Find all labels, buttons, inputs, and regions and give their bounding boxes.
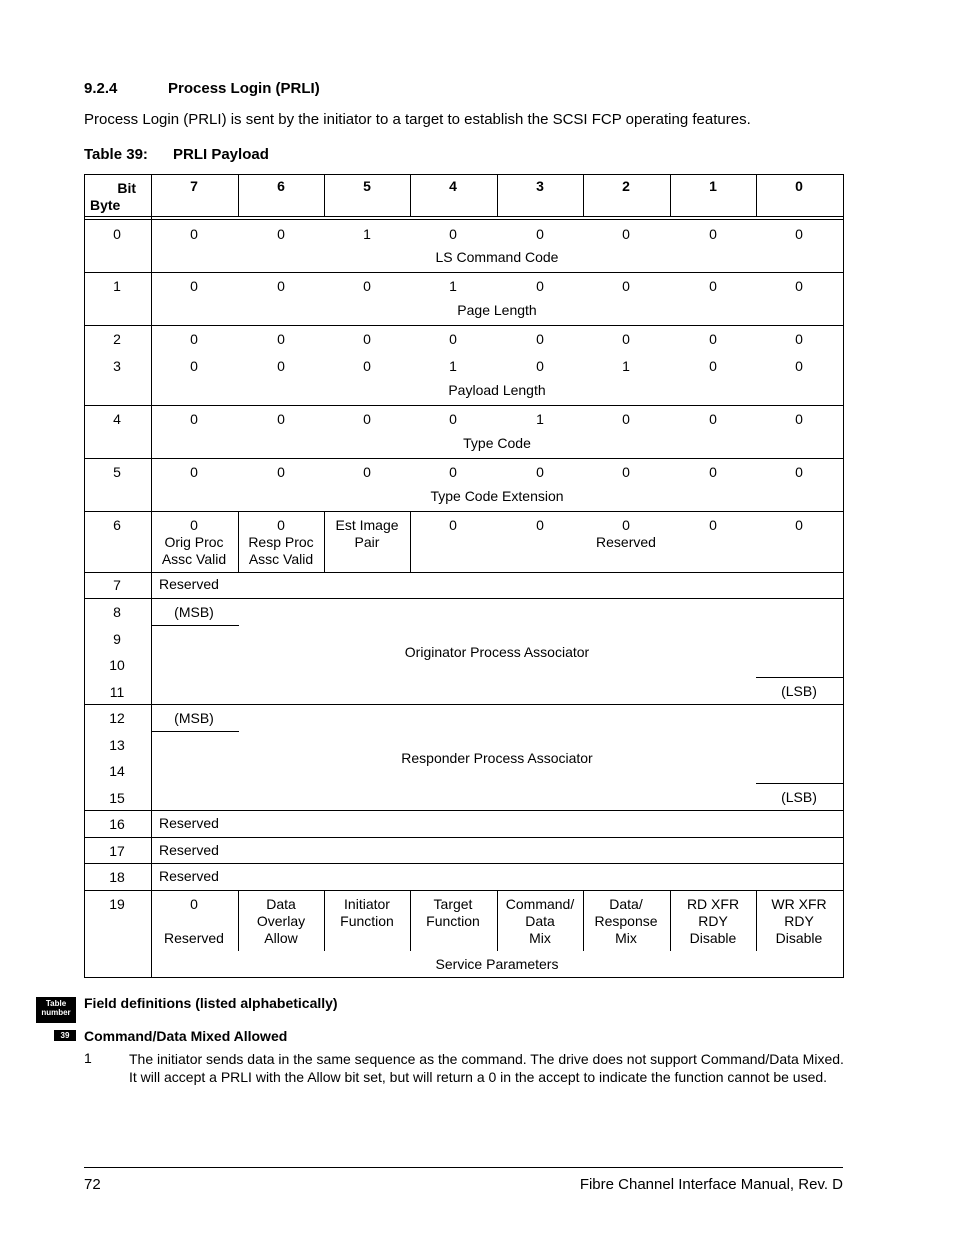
- field-definitions-heading: Field definitions (listed alphabetically): [84, 995, 338, 1011]
- section-title: Process Login (PRLI): [168, 80, 320, 97]
- header-bit-3: 3: [536, 178, 544, 194]
- field-name-label: Type Code Extension: [430, 488, 564, 504]
- row-divider: [84, 890, 844, 891]
- byte-number: 1: [113, 278, 121, 294]
- bit-value: 0: [622, 331, 630, 347]
- row-divider: [84, 572, 844, 573]
- footer-rule: [84, 1167, 843, 1168]
- bit-value: 0: [795, 278, 803, 294]
- lsb-label: (LSB): [781, 683, 817, 699]
- msb-rule: [151, 731, 239, 732]
- byte-number: 11: [109, 683, 125, 700]
- bit-value: 1: [536, 411, 544, 427]
- bit-value: 0: [536, 226, 544, 242]
- header-column-divider: [497, 174, 498, 217]
- intro-paragraph: Process Login (PRLI) is sent by the initiator to a target to establish the SCSI FCP operating features.: [84, 111, 751, 128]
- service-parameter-label: Command/ Data Mix: [505, 896, 575, 946]
- byte-number: 2: [113, 331, 121, 347]
- bit-value: 0: [709, 226, 717, 242]
- bit-value: 0: [536, 464, 544, 480]
- row-divider: [84, 511, 844, 512]
- bit-value: 0: [709, 517, 717, 533]
- header-bit-1: 1: [709, 178, 717, 194]
- cell-divider: [670, 890, 671, 951]
- bit-value: 0: [277, 278, 285, 294]
- msb-label: (MSB): [174, 710, 214, 726]
- byte-number: 9: [113, 630, 121, 647]
- field-name-label: LS Command Code: [435, 249, 559, 265]
- header-bit-label: Bit: [117, 180, 136, 196]
- reserved-label: Reserved: [596, 534, 656, 550]
- header-byte-label: Byte: [90, 197, 121, 213]
- bit-value: 1: [363, 226, 371, 242]
- table-right-border: [843, 174, 844, 978]
- cell-divider: [410, 890, 411, 951]
- byte-number: 7: [113, 577, 121, 593]
- bit-value: 0: [622, 226, 630, 242]
- row-divider: [84, 837, 844, 838]
- byte-number: 12: [109, 710, 125, 726]
- header-bottom-rule-double: [84, 219, 844, 220]
- bit-value: 0: [795, 358, 803, 374]
- bit-value: 0: [190, 331, 198, 347]
- header-column-divider: [238, 174, 239, 217]
- table-number-badge: 39: [54, 1030, 76, 1041]
- header-column-divider: [324, 174, 325, 217]
- bit-value: 0: [709, 411, 717, 427]
- service-parameter-label: Target Function: [426, 896, 480, 929]
- service-parameter-label: Initiator Function: [340, 896, 394, 929]
- page-number: 72: [84, 1176, 101, 1193]
- header-bottom-rule: [84, 216, 844, 217]
- bit-value: 0: [622, 517, 630, 533]
- bit-value: 0: [709, 278, 717, 294]
- cell-divider: [497, 890, 498, 951]
- table-caption-title: PRLI Payload: [173, 146, 269, 163]
- bit-value: 0: [449, 517, 457, 533]
- section-number: 9.2.4: [84, 80, 118, 97]
- cell-divider: [238, 890, 239, 951]
- row-divider: [84, 704, 844, 705]
- byte-number: 14: [109, 763, 125, 779]
- cell-divider: [238, 511, 239, 573]
- bit-value: 0: [795, 331, 803, 347]
- header-bit-4: 4: [449, 178, 457, 194]
- lsb-rule: [756, 783, 844, 784]
- field-name-label: Type Code: [463, 435, 531, 451]
- bit-value: 0: [277, 411, 285, 427]
- originator-process-associator-label: Originator Process Associator: [404, 644, 590, 660]
- definition-text: The initiator sends data in the same sequence as the command. The drive does not support Command/Data Mixed. It will accept a PRLI with the Allow bit set, but will return a 0 in the accept to indicate the function cannot be used.: [129, 1051, 844, 1085]
- bit-value: 0: [709, 358, 717, 374]
- bit-value: 1: [622, 358, 630, 374]
- byte-number: 19: [109, 896, 125, 912]
- orig-proc-assc-valid-label: Orig Proc Assc Valid: [161, 534, 227, 567]
- bit-value: 0: [536, 331, 544, 347]
- byte-number: 6: [113, 517, 121, 533]
- service-parameters-label: Service Parameters: [435, 956, 559, 972]
- table-left-border: [84, 174, 85, 978]
- header-column-divider: [670, 174, 671, 217]
- cell-divider: [324, 511, 325, 573]
- reserved-label: Reserved: [159, 815, 219, 831]
- row-divider: [84, 863, 844, 864]
- reserved-label: Reserved: [164, 930, 224, 946]
- byte-number: 4: [113, 411, 121, 427]
- bit-value: 0: [363, 358, 371, 374]
- bit-value: 0: [795, 517, 803, 533]
- definition-value: 1: [84, 1050, 92, 1066]
- header-column-divider: [583, 174, 584, 217]
- table-bottom-border: [84, 977, 844, 978]
- byte-number: 10: [109, 657, 125, 673]
- bit-value: 0: [622, 278, 630, 294]
- bit-value: 0: [536, 517, 544, 533]
- lsb-label: (LSB): [781, 789, 817, 805]
- bit-value: 0: [449, 226, 457, 242]
- byte-number: 18: [109, 869, 125, 885]
- byte-number: 8: [113, 604, 121, 620]
- service-parameter-label: WR XFR RDY Disable: [771, 896, 827, 946]
- bit-value: 0: [449, 331, 457, 347]
- bit-value: 0: [277, 226, 285, 242]
- responder-process-associator-label: Responder Process Associator: [401, 750, 593, 766]
- bit-value: 0: [449, 464, 457, 480]
- bit-value: 0: [536, 278, 544, 294]
- header-column-divider: [756, 174, 757, 217]
- header-bit-2: 2: [622, 178, 630, 194]
- bit-value: 0: [709, 464, 717, 480]
- lsb-rule: [756, 677, 844, 678]
- bit-value: 0: [277, 331, 285, 347]
- bit-value: 0: [622, 411, 630, 427]
- cell-divider: [410, 511, 411, 573]
- bit-value: 0: [277, 517, 285, 533]
- byte-number: 3: [113, 358, 121, 374]
- msb-label: (MSB): [174, 604, 214, 620]
- header-bit-6: 6: [277, 178, 285, 194]
- bit-value: 0: [190, 464, 198, 480]
- resp-proc-assc-valid-label: Resp Proc Assc Valid: [248, 534, 314, 567]
- bit-value: 0: [795, 464, 803, 480]
- byte-number: 13: [109, 736, 125, 753]
- bit-value: 0: [536, 358, 544, 374]
- bit-value: 0: [363, 331, 371, 347]
- bit-value: 0: [449, 411, 457, 427]
- byte-number: 16: [109, 816, 125, 832]
- footer-title: Fibre Channel Interface Manual, Rev. D: [579, 1176, 843, 1193]
- bit-value: 0: [622, 464, 630, 480]
- bit-value: 0: [709, 331, 717, 347]
- cell-divider: [756, 890, 757, 951]
- msb-rule: [151, 625, 239, 626]
- row-divider: [84, 405, 844, 406]
- byte-number: 15: [109, 789, 125, 806]
- header-bit-7: 7: [190, 178, 198, 194]
- table-number-tag: Table number: [36, 997, 76, 1023]
- bit-value: 1: [449, 358, 457, 374]
- table-caption-number: Table 39:: [84, 146, 148, 163]
- bit-value: 0: [190, 278, 198, 294]
- field-name: Command/Data Mixed Allowed: [84, 1028, 288, 1044]
- reserved-label: Reserved: [159, 842, 219, 858]
- header-column-divider: [410, 174, 411, 217]
- est-image-pair-label: Est Image Pair: [335, 517, 399, 550]
- bit-value: 0: [190, 896, 198, 912]
- bit-value: 0: [190, 517, 198, 533]
- bit-value: 0: [277, 358, 285, 374]
- cell-divider: [324, 890, 325, 951]
- bit-value: 0: [190, 411, 198, 427]
- bit-value: 1: [449, 278, 457, 294]
- service-parameter-label: Data Overlay Allow: [256, 896, 306, 946]
- bit-value: 0: [277, 464, 285, 480]
- bit-value: 0: [363, 411, 371, 427]
- row-divider: [84, 810, 844, 811]
- field-name-label: Payload Length: [448, 382, 546, 398]
- bit-value: 0: [190, 358, 198, 374]
- reserved-label: Reserved: [159, 576, 219, 592]
- reserved-label: Reserved: [159, 868, 219, 884]
- bit-value: 0: [795, 411, 803, 427]
- byte-number: 5: [113, 464, 121, 480]
- field-name-label: Page Length: [457, 302, 537, 318]
- bit-value: 0: [363, 464, 371, 480]
- row-divider: [84, 458, 844, 459]
- header-bit-5: 5: [363, 178, 371, 194]
- service-parameter-label: Data/ Response Mix: [594, 896, 658, 946]
- byte-number: 0: [113, 226, 121, 242]
- table-top-border: [84, 174, 844, 175]
- bit-value: 0: [363, 278, 371, 294]
- row-divider: [84, 325, 844, 326]
- service-parameter-label: RD XFR RDY Disable: [686, 896, 740, 946]
- header-bit-0: 0: [795, 178, 803, 194]
- bit-value: 0: [190, 226, 198, 242]
- row-divider: [84, 598, 844, 599]
- row-divider: [84, 272, 844, 273]
- bit-value: 0: [795, 226, 803, 242]
- byte-number: 17: [109, 843, 125, 859]
- cell-divider: [583, 890, 584, 951]
